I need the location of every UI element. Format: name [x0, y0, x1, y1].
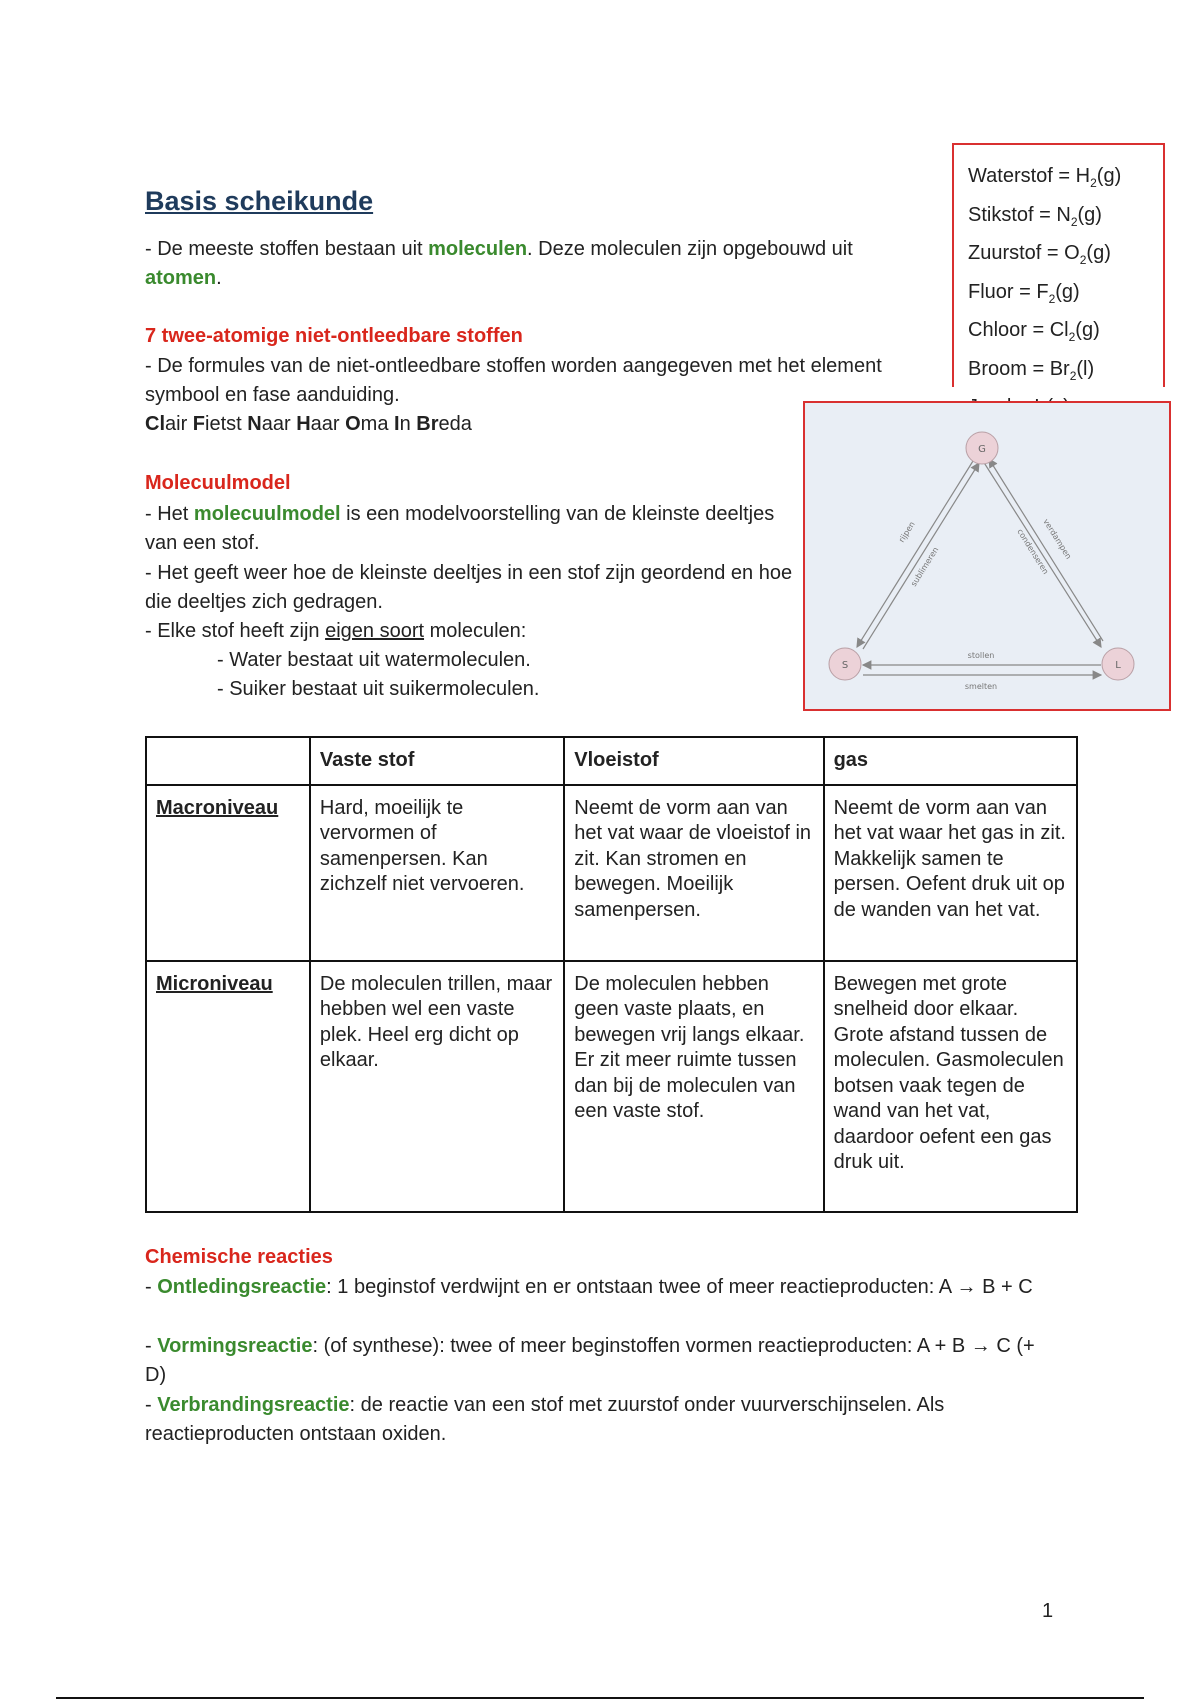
formula-line: [968, 161, 1163, 200]
mnemonic-letter: H: [296, 413, 311, 435]
element-symbol: Br: [1049, 357, 1070, 380]
label-rijpen: rijpen: [897, 519, 917, 545]
subscript: 2: [1070, 214, 1078, 229]
arrow-verdampen: [989, 459, 1103, 641]
mnemonic-letter: F: [192, 413, 206, 435]
term-atomen: atomen: [145, 267, 217, 289]
table-header-row: [146, 737, 1077, 785]
mnemonic-letter: O: [345, 413, 361, 435]
phase: (l): [1076, 357, 1095, 380]
p1-rest: is een modelvoorstelling van de kleinste deeltjes van een stof.: [145, 503, 775, 554]
mnemonic-letter: Br: [416, 413, 439, 435]
label-condenseren: condenseren: [1015, 527, 1051, 576]
phase-diagram: [803, 401, 1171, 711]
molecuulmodel-p2: - Het geeft weer hoe de kleinste deeltjes in een stof zijn geordend en hoe die deeltjes zich gedragen.: [145, 562, 793, 613]
table-row: [146, 785, 1077, 961]
term-ontledingsreactie: Ontledingsreactie: [157, 1276, 327, 1298]
element-name: Zuurstof =: [968, 242, 1065, 264]
formula-line: [968, 200, 1163, 239]
formula-box: [952, 143, 1165, 387]
mnemonic-rest: ietst: [205, 413, 248, 435]
phase: (g): [1075, 319, 1100, 341]
mnemonic-letter: Cl: [145, 413, 165, 435]
table-header-cell: gas: [824, 737, 1077, 785]
subscript: 2: [1079, 253, 1087, 267]
table-header-cell: [146, 737, 310, 785]
label-verdampen: verdampen: [1041, 517, 1074, 561]
term-moleculen: moleculen: [428, 238, 528, 260]
arrow-sublimeren: [863, 463, 979, 649]
element-name: Waterstof =: [968, 165, 1076, 187]
element-name: Chloor =: [968, 319, 1050, 341]
molecuulmodel-heading: Molecuulmodel: [145, 472, 291, 494]
table-cell: Neemt de vorm aan van het vat waar het gas in zit. Makkelijk samen te persen. Oefent druk uit op de wanden van het vat.: [824, 785, 1077, 961]
p3-underlined: eigen soort: [325, 620, 425, 642]
diatomic-heading: 7 twee-atomige niet-ontleedbare stoffen: [145, 325, 523, 347]
phase: (g): [1086, 242, 1111, 264]
reacties-heading: Chemische reacties: [145, 1246, 333, 1268]
node-liquid-label: L: [1115, 660, 1121, 671]
p3-prefix: - Elke stof heeft zijn: [145, 620, 326, 642]
reactie-text: : 1 beginstof verdwijnt en er ontstaan twee of meer reactieproducten: A → B + C: [326, 1276, 1033, 1298]
term-molecuulmodel: molecuulmodel: [193, 503, 341, 525]
element-symbol: Cl: [1049, 319, 1069, 341]
node-gas-label: G: [978, 444, 986, 455]
subscript: 2: [1090, 176, 1097, 190]
element-name: Broom =: [968, 357, 1050, 380]
row-label: Microniveau: [156, 972, 273, 995]
table-cell: Hard, moeilijk te vervormen of samenpersen. Kan zichzelf niet vervoeren.: [310, 785, 564, 961]
diatomic-text: - De formules van de niet-ontleedbare stoffen worden aangegeven met het element symbool en fase aanduiding.: [145, 355, 882, 406]
element-symbol: H: [1075, 165, 1091, 187]
node-solid-label: S: [841, 660, 849, 671]
intro-paragraph: [145, 235, 945, 293]
mnemonic-letter: I: [394, 413, 400, 435]
phase: (g): [1055, 280, 1080, 303]
table-cell: Bewegen met grote snelheid door elkaar. Grote afstand tussen de moleculen. Gasmoleculen botsen vaak tegen de wand van het vat, daardoor oefent een gas druk uit.: [824, 961, 1077, 1212]
reactie-item: - Vormingsreactie: (of synthese): twee of meer beginstoffen vormen reactieproducten: A + B → C (+ D): [145, 1335, 1035, 1386]
reactie-text: : (of synthese): twee of meer beginstoffen vormen reactieproducten: A + B → C (+ D): [145, 1335, 1035, 1386]
row-label-cell: [146, 961, 310, 1212]
molecuulmodel-p3: [145, 617, 785, 646]
table-header-cell: Vloeistof: [564, 737, 823, 785]
phase: (g): [1077, 203, 1102, 226]
label-smelten: smelten: [964, 682, 998, 691]
mnemonic-rest: eda: [438, 413, 472, 435]
term-vormingsreactie: Vormingsreactie: [157, 1335, 313, 1357]
table-header-cell: Vaste stof: [310, 737, 564, 785]
row-label: Macroniveau: [156, 796, 279, 819]
molecuulmodel-p1: [145, 500, 795, 558]
element-symbol: N: [1056, 203, 1071, 226]
mnemonic-rest: ma: [360, 413, 395, 435]
element-name: Fluor =: [968, 280, 1037, 303]
page-title: Basis scheikunde: [145, 186, 374, 216]
p3-rest: moleculen:: [424, 620, 527, 642]
formula-line: [968, 238, 1163, 277]
subscript: 2: [1069, 368, 1077, 383]
intro-suffix: .: [216, 267, 222, 289]
mnemonic: [145, 410, 472, 439]
reactie-text: : de reactie van een stof met zuurstof onder vuurverschijnselen. Als reactieproducten ontstaan oxiden.: [145, 1394, 945, 1445]
formula-line: [968, 354, 1163, 393]
table-cell: Neemt de vorm aan van het vat waar de vloeistof in zit. Kan stromen en bewegen. Moeilijk samenpersen.: [564, 785, 823, 961]
mnemonic-rest: aar: [310, 413, 346, 435]
molecuulmodel-sub2: - Suiker bestaat uit suikermoleculen.: [217, 678, 540, 700]
p1-prefix: - Het: [145, 503, 194, 525]
formula-line: [968, 315, 1163, 354]
table-cell: De moleculen hebben geen vaste plaats, en bewegen vrij langs elkaar. Er zit meer ruimte tussen dan bij de moleculen van een vaste stof.: [564, 961, 823, 1212]
mnemonic-rest: aar: [261, 413, 297, 435]
term-verbrandingsreactie: Verbrandingsreactie: [157, 1394, 350, 1416]
reactie-item: - Ontledingsreactie: 1 beginstof verdwijnt en er ontstaan twee of meer reactieproducten: A → B + C: [145, 1276, 1033, 1298]
row-label-cell: [146, 785, 310, 961]
reactie-item: - Verbrandingsreactie: de reactie van een stof met zuurstof onder vuurverschijnselen. Als reactieproducten ontstaan oxiden.: [145, 1394, 945, 1445]
table-cell: De moleculen trillen, maar hebben wel een vaste plek. Heel erg dicht op elkaar.: [310, 961, 564, 1212]
molecuulmodel-sub1: - Water bestaat uit watermoleculen.: [217, 649, 531, 671]
mnemonic-letter: N: [247, 413, 262, 435]
intro-prefix: - De meeste stoffen bestaan uit: [145, 238, 429, 260]
states-table: [145, 736, 1078, 1213]
arrow-condenseren: [983, 461, 1101, 647]
phase-diagram-svg: [805, 403, 1169, 709]
formula-line: [968, 277, 1163, 316]
mnemonic-rest: air: [165, 413, 193, 435]
label-stollen: stollen: [967, 651, 995, 660]
table-row: [146, 961, 1077, 1212]
mnemonic-rest: n: [399, 413, 417, 435]
arrow-rijpen: [857, 461, 973, 647]
element-symbol: O: [1064, 242, 1080, 264]
subscript: 2: [1048, 291, 1056, 306]
element-symbol: F: [1036, 280, 1049, 303]
footer-divider: [56, 1697, 1144, 1699]
page-number: 1: [1042, 1600, 1054, 1622]
element-name: Stikstof =: [968, 203, 1057, 226]
phase: (g): [1096, 165, 1122, 187]
label-sublimeren-left: sublimeren: [909, 545, 941, 589]
intro-middle: . Deze moleculen zijn opgebouwd uit: [527, 238, 853, 260]
subscript: 2: [1068, 330, 1076, 344]
